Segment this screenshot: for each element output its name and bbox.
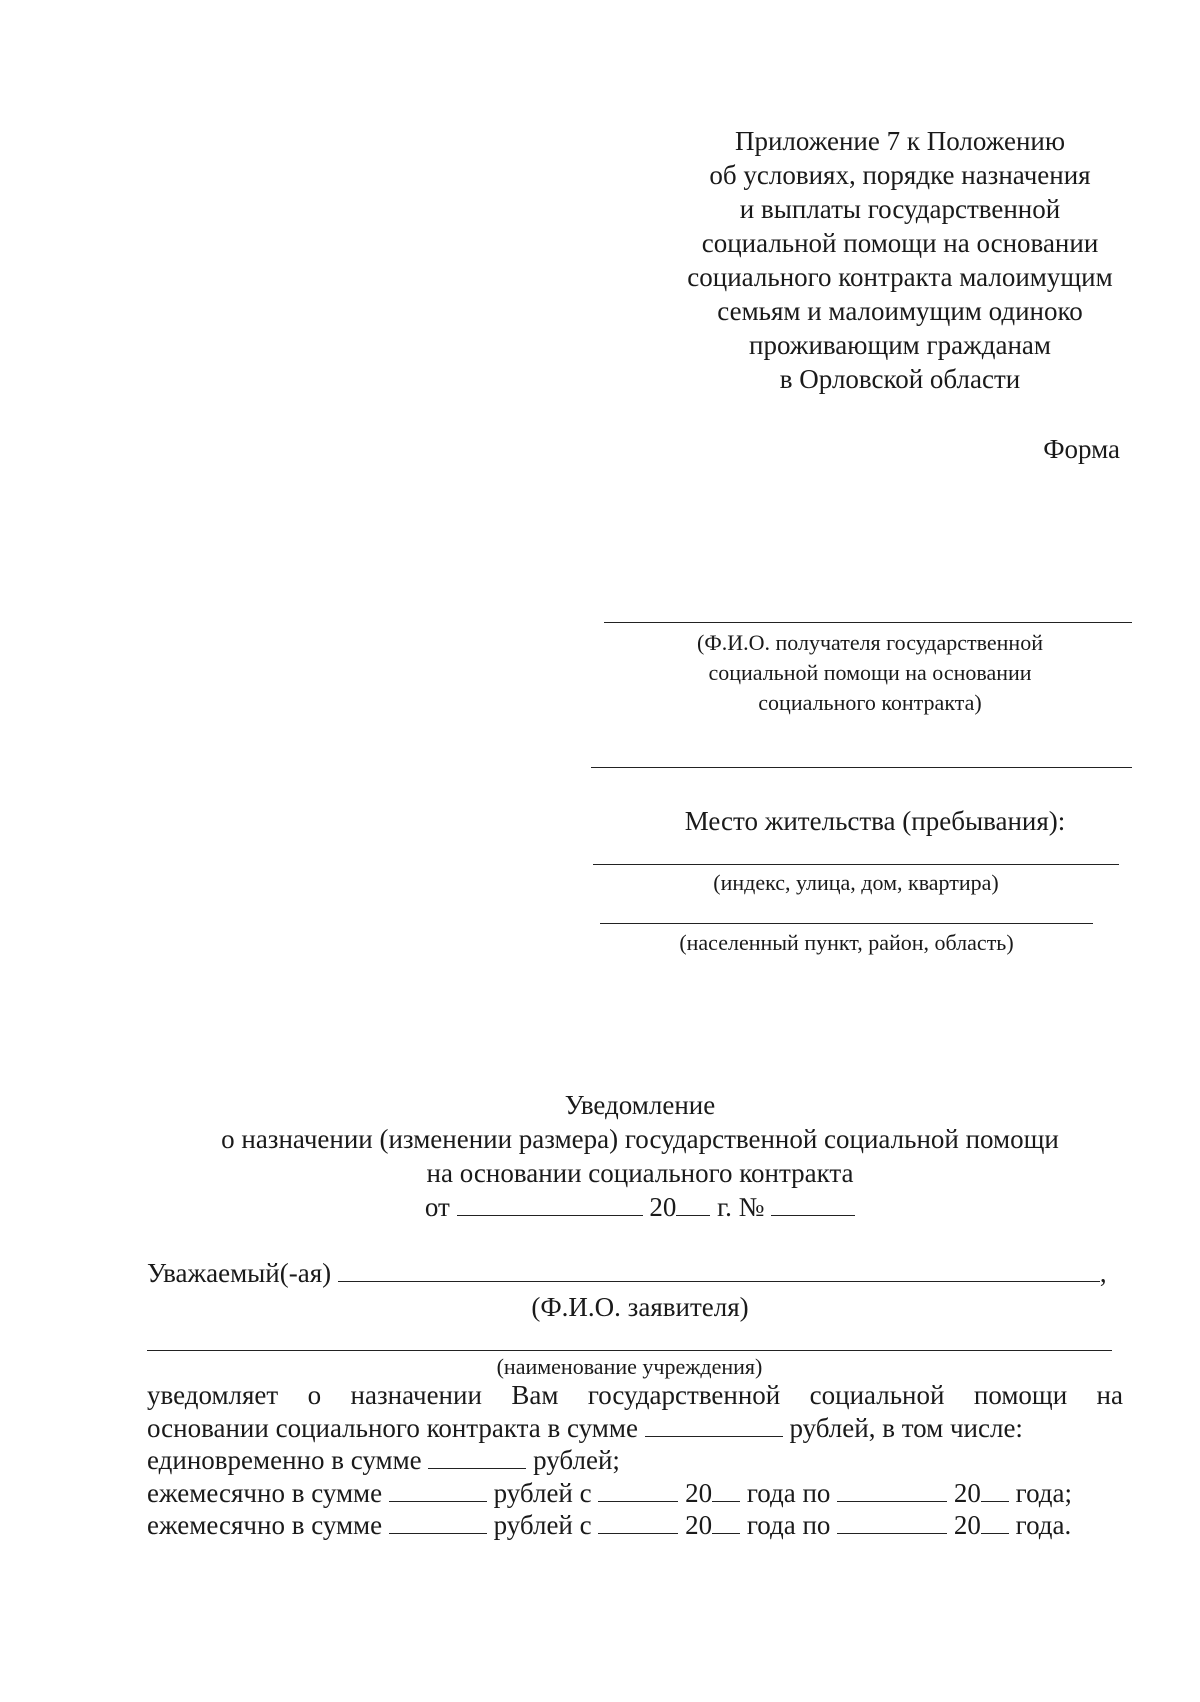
monthly-to-year-field[interactable] xyxy=(981,1509,1009,1534)
recipient-extra-line[interactable] xyxy=(591,767,1132,768)
appendix-line: проживающим гражданам xyxy=(749,330,1051,360)
monthly-from-year-field[interactable] xyxy=(712,1509,740,1534)
monthly-sum-field[interactable] xyxy=(389,1477,487,1502)
notice-subtitle: о назначении (изменении размера) государственной социальной помощи xyxy=(221,1124,1059,1154)
greeting-comma: , xyxy=(1099,1258,1107,1288)
institution-line[interactable] xyxy=(147,1350,1112,1351)
body-line-1: уведомляет о назначении Вам государственной социальной помощи на xyxy=(147,1380,1123,1410)
monthly-label: ежемесячно в сумме xyxy=(147,1477,383,1508)
number-field[interactable] xyxy=(771,1191,855,1216)
lump-sum-suffix: рублей; xyxy=(533,1445,620,1475)
recipient-caption xyxy=(630,628,1110,718)
lump-sum-label: единовременно в сумме xyxy=(147,1445,422,1475)
year-prefix: 20 xyxy=(685,1477,713,1508)
rub-from-label: рублей с xyxy=(493,1477,592,1508)
lump-sum-field[interactable] xyxy=(428,1444,526,1469)
form-label: Форма xyxy=(1043,434,1120,464)
recipient-caption-line: социальной помощи на основании xyxy=(708,660,1032,685)
applicant-caption: (Ф.И.О. заявителя) xyxy=(531,1292,749,1322)
address-line[interactable] xyxy=(593,864,1119,865)
recipient-name-line[interactable] xyxy=(604,622,1132,623)
notice-title: Уведомление xyxy=(564,1090,716,1120)
institution-caption: (наименование учреждения) xyxy=(496,1354,763,1379)
notice-date-line xyxy=(120,1190,1160,1224)
appendix-line: и выплаты государственной xyxy=(739,194,1061,224)
body-line-3 xyxy=(147,1444,1123,1477)
total-sum-field[interactable] xyxy=(645,1412,783,1437)
monthly-to-field[interactable] xyxy=(837,1509,947,1534)
body-line-5 xyxy=(147,1509,1123,1542)
year-prefix: 20 xyxy=(953,1510,981,1540)
notice-heading xyxy=(120,1088,1160,1224)
appendix-line: об условиях, порядке назначения xyxy=(709,160,1091,190)
year-end-label: года. xyxy=(1015,1510,1072,1540)
recipient-caption-line: социального контракта) xyxy=(758,690,982,715)
body-line-2 xyxy=(147,1412,1123,1445)
monthly-to-field[interactable] xyxy=(837,1477,947,1502)
appendix-header xyxy=(660,124,1140,396)
salutation: Уважаемый(-ая) xyxy=(147,1258,332,1288)
appendix-line: социальной помощи на основании xyxy=(701,228,1099,258)
monthly-label: ежемесячно в сумме xyxy=(147,1510,383,1540)
greeting-line xyxy=(147,1256,1127,1290)
year-prefix: 20 xyxy=(685,1510,713,1540)
address-caption: (индекс, улица, дом, квартира) xyxy=(713,870,999,895)
locality-caption: (населенный пункт, район, область) xyxy=(679,930,1014,955)
year-end-label: года; xyxy=(1015,1477,1073,1508)
date-year-label: 20 xyxy=(649,1192,677,1222)
appendix-line: семьям и малоимущим одиноко xyxy=(717,296,1083,326)
rub-from-label: рублей с xyxy=(493,1510,592,1540)
year-prefix: 20 xyxy=(953,1477,981,1508)
number-label: г. № xyxy=(717,1192,765,1222)
appendix-line: социального контракта малоимущим xyxy=(687,262,1113,292)
appendix-line: в Орловской области xyxy=(779,364,1021,394)
residence-label: Место жительства (пребывания): xyxy=(684,806,1066,836)
monthly-from-field[interactable] xyxy=(598,1509,678,1534)
applicant-name-field[interactable] xyxy=(338,1257,1100,1282)
total-sum-label: основании социального контракта в сумме xyxy=(147,1412,638,1443)
locality-line[interactable] xyxy=(600,923,1093,924)
notice-body xyxy=(147,1380,1123,1542)
recipient-caption-line: (Ф.И.О. получателя государственной xyxy=(697,630,1043,655)
monthly-from-field[interactable] xyxy=(598,1477,678,1502)
body-line-4 xyxy=(147,1477,1123,1510)
appendix-line: Приложение 7 к Положению xyxy=(734,126,1066,156)
date-from-label: от xyxy=(424,1192,450,1222)
monthly-to-year-field[interactable] xyxy=(981,1477,1009,1502)
notice-subtitle: на основании социального контракта xyxy=(426,1158,854,1188)
year-to-label: года по xyxy=(746,1510,831,1540)
monthly-from-year-field[interactable] xyxy=(712,1477,740,1502)
total-sum-suffix: рублей, в том числе: xyxy=(789,1412,1023,1443)
monthly-sum-field[interactable] xyxy=(389,1509,487,1534)
date-year-field[interactable] xyxy=(676,1191,710,1216)
date-field[interactable] xyxy=(457,1191,643,1216)
year-to-label: года по xyxy=(746,1477,831,1508)
